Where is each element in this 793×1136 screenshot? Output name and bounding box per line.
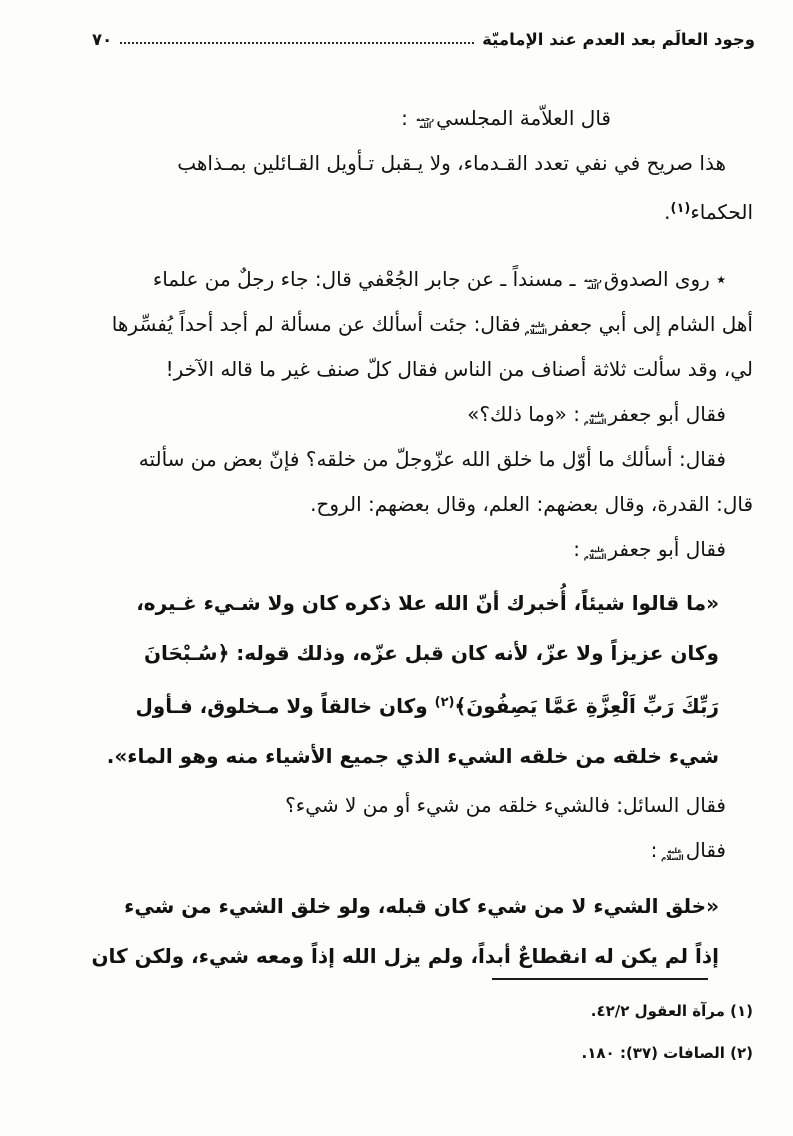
footnote-section [40,978,753,1074]
asterisk-ornament-icon: ٭ [716,269,726,290]
narration-text: فقال: جئت أسألك عن مسألة لم أجد أحداً يُفسِّرها [111,312,528,336]
hadith-text: وكان خالقاً ولا مـخلوق، فـأول [135,694,435,718]
body-line: قال: القدرة، وقال بعضهم: العلم، وقال بعضهم: الروح. [310,492,753,516]
footnote-ref-1: (١) [670,201,691,216]
footnote-2: (٢) الصافات (٣٧): ١٨٠. [581,1044,753,1062]
hadith-quote-line: «ما قالوا شيئاً، أُخبرك أنّ الله علا ذكره كان ولا شـيء غـيره، [136,591,719,615]
honorific-alayhis-salam-icon: عليه السلام [524,321,548,336]
body-text [40,96,753,981]
body-line [40,257,753,302]
body-line [40,96,753,141]
narration-text: : [650,838,664,862]
narration-text: قال العلاّمة المجلسي [436,106,611,130]
narration-text: الحكماء [690,200,753,224]
hadith-quote-line: إذاً لم يكن له انقطاعٌ أبداً، ولم يزل الله إذاً ومعه شيء، ولكن كان [91,944,719,968]
hadith-quote-line: وكان عزيزاً ولا عزّ، لأنه كان قبل عزّه، وذلك قوله: ﴿سُـبْحَانَ [143,641,719,665]
narration-text: : «وما ذلك؟» [467,402,587,426]
page-header [92,30,755,49]
body-line [40,828,753,873]
honorific-rahimahullah-icon: رحمه الله [583,276,602,291]
narration-text: فقال أبو جعفر [608,402,726,426]
quran-verse-text: رَبِّكَ رَبِّ اَلْعِزَّةِ عَمَّا يَصِفُونَ﴾ [454,694,719,718]
body-line: فقال السائل: فالشيء خلقه من شيء أو من لا شيء؟ [285,793,726,817]
narration-text: ـ مسنداً ـ عن جابر الجُعْفي قال: جاء رجلٌ من علماء [152,267,582,291]
hadith-quote-line: «خلق الشيء لا من شيء كان قبله، ولو خلق الشيء من شيء [124,894,719,918]
body-line [40,527,753,572]
narration-text: : [573,537,587,561]
body-line: لي، وقد سألت ثلاثة أصناف من الناس فقال كلّ صنف غير ما قاله الآخر! [165,357,753,381]
footnote-ref-2: (٢) [434,695,455,710]
honorific-alayhis-salam-icon: عليه السلام [583,411,607,426]
narration-text: فقال [685,838,726,862]
honorific-rahimahullah-icon: رحمه الله [416,115,435,130]
narration-text: أهل الشام إلى أبي جعفر [549,312,753,336]
footnote-1: (١) مرآة العقول ٤٢/٢. [590,1002,753,1020]
narration-text: : [401,106,415,130]
page-number: ٧٠ [92,30,113,49]
narration-text: روى الصدوق [603,267,717,291]
running-title: وجود العالَم بعد العدم عند الإماميّة [482,30,755,49]
hadith-quote-line: شيء خلقه من خلقه الشيء الذي جميع الأشياء منه وهو الماء». [106,744,719,768]
honorific-alayhis-salam-icon: عليه السلام [661,847,684,862]
dotted-leader [120,42,474,44]
body-line [40,302,753,347]
hadith-quote-line [40,678,753,731]
body-line: فقال: أسألك ما أوّل ما خلق الله عزّوجلّ من خلقه؟ فإنّ بعض من سألته [138,447,726,471]
body-line: هذا صريح في نفي تعدد القـدماء، ولا يـقبل تـأويل القـائلين بمـذاهب [177,151,726,175]
narration-text: . [664,200,671,224]
footnote-separator [492,978,708,980]
narration-text: فقال أبو جعفر [608,537,726,561]
body-line [40,186,753,235]
honorific-alayhis-salam-icon: عليه السلام [583,546,607,561]
body-line [40,392,753,437]
